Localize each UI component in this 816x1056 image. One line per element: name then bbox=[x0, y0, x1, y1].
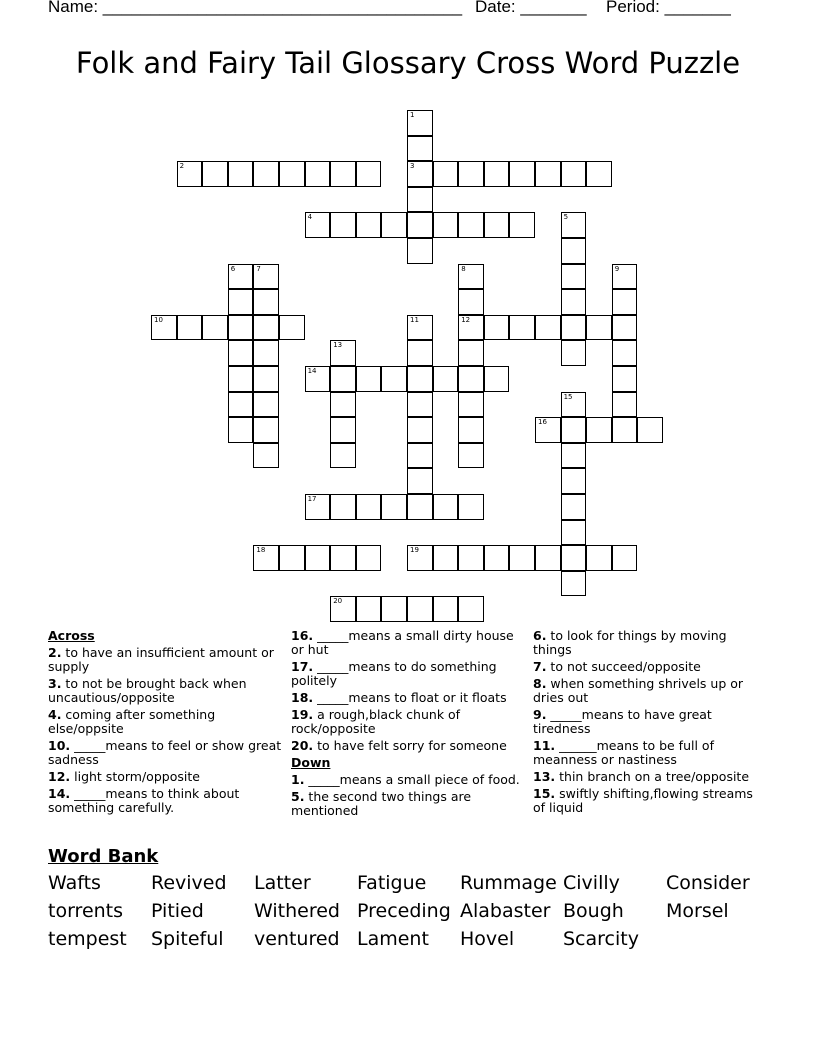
clue-text: _____means to do something politely bbox=[291, 659, 497, 688]
grid-cell[interactable] bbox=[561, 238, 587, 264]
clue-text: _____means to feel or show great sadness bbox=[48, 738, 282, 767]
grid-cell[interactable] bbox=[612, 545, 638, 571]
grid-cell[interactable] bbox=[305, 366, 331, 392]
word-bank-word: Bough bbox=[563, 900, 624, 922]
grid-cell[interactable] bbox=[305, 545, 331, 571]
grid-cell[interactable] bbox=[407, 596, 433, 622]
clue bbox=[291, 629, 526, 657]
grid-cell[interactable] bbox=[612, 417, 638, 443]
grid-cell[interactable] bbox=[228, 264, 254, 290]
grid-cell[interactable] bbox=[509, 212, 535, 238]
grid-cell[interactable] bbox=[586, 161, 612, 187]
clue-text: _____means to think about something carefully. bbox=[48, 786, 240, 815]
clue-number: 18 bbox=[256, 546, 266, 555]
grid-cell[interactable] bbox=[458, 596, 484, 622]
grid-cell[interactable] bbox=[433, 494, 459, 520]
clue-section-heading: Down bbox=[291, 755, 331, 770]
clue-number: 4 bbox=[307, 213, 313, 222]
clue-number: 14. bbox=[48, 786, 71, 801]
grid-cell[interactable] bbox=[407, 136, 433, 162]
grid-cell[interactable] bbox=[228, 315, 254, 341]
grid-cell[interactable] bbox=[407, 110, 433, 136]
grid-cell[interactable] bbox=[561, 340, 587, 366]
clue-number: 16 bbox=[538, 418, 547, 427]
clue-text: _____means to have great tiredness bbox=[533, 707, 712, 736]
clue-number: 6. bbox=[533, 628, 547, 643]
clue-number: 9 bbox=[614, 264, 620, 273]
grid-cell[interactable] bbox=[458, 264, 484, 290]
grid-cell[interactable] bbox=[407, 366, 433, 392]
clue bbox=[533, 660, 768, 674]
grid-cell[interactable] bbox=[407, 238, 433, 264]
clue-number: 18. bbox=[291, 690, 314, 705]
word-bank-word: Alabaster bbox=[460, 900, 551, 922]
clue bbox=[533, 629, 768, 657]
grid-cell[interactable] bbox=[330, 545, 356, 571]
grid-cell[interactable] bbox=[561, 468, 587, 494]
clue-number: 17 bbox=[307, 495, 317, 503]
grid-cell[interactable] bbox=[561, 315, 587, 341]
grid-cell[interactable] bbox=[458, 545, 484, 571]
grid-cell[interactable] bbox=[561, 571, 587, 597]
word-bank-word: Revived bbox=[151, 872, 227, 894]
clue-number: 1 bbox=[410, 111, 415, 119]
page-title: Folk and Fairy Tail Glossary Cross Word Puzzle bbox=[75, 46, 741, 80]
clue-number: 11. bbox=[533, 738, 556, 753]
clue-number: 5. bbox=[291, 789, 305, 804]
grid-cell[interactable] bbox=[586, 545, 612, 571]
grid-cell[interactable] bbox=[407, 161, 433, 187]
grid-cell[interactable] bbox=[202, 161, 228, 187]
grid-cell[interactable] bbox=[535, 545, 561, 571]
word-bank-word: Wafts bbox=[48, 872, 101, 894]
grid-cell[interactable] bbox=[330, 392, 356, 418]
grid-cell[interactable] bbox=[151, 315, 177, 341]
clue bbox=[533, 770, 768, 784]
clue bbox=[533, 708, 768, 736]
grid-cell[interactable] bbox=[330, 417, 356, 443]
word-bank-word: Consider bbox=[666, 872, 750, 894]
clue bbox=[48, 770, 283, 784]
grid-cell[interactable] bbox=[458, 340, 484, 366]
grid-cell[interactable] bbox=[433, 545, 459, 571]
clue-number: 11 bbox=[410, 315, 419, 324]
word-bank bbox=[48, 872, 778, 956]
clue-text: to not be brought back when uncautious/opposite bbox=[48, 676, 247, 705]
grid-cell[interactable] bbox=[305, 161, 331, 187]
clue bbox=[291, 790, 526, 818]
grid-cell[interactable] bbox=[612, 315, 638, 341]
grid-cell[interactable] bbox=[458, 494, 484, 520]
grid-cell[interactable] bbox=[330, 161, 356, 187]
clue-number: 15 bbox=[563, 392, 573, 401]
grid-cell[interactable] bbox=[535, 417, 561, 443]
clue-number: 16. bbox=[291, 628, 314, 643]
name-field[interactable]: Name: ______________________________________ bbox=[48, 0, 463, 16]
clues-column-2 bbox=[291, 629, 526, 821]
clue bbox=[291, 739, 526, 753]
grid-cell[interactable] bbox=[407, 340, 433, 366]
grid-cell[interactable] bbox=[509, 545, 535, 571]
grid-cell[interactable] bbox=[612, 264, 638, 290]
grid-cell[interactable] bbox=[253, 392, 279, 418]
clue-text: _____means to float or it floats bbox=[313, 690, 507, 705]
grid-cell[interactable] bbox=[561, 264, 587, 290]
grid-cell[interactable] bbox=[330, 494, 356, 520]
clue-number: 15. bbox=[533, 786, 556, 801]
clue bbox=[291, 691, 526, 705]
grid-cell[interactable] bbox=[484, 161, 510, 187]
clue-number: 12. bbox=[48, 769, 71, 784]
grid-cell[interactable] bbox=[177, 315, 203, 341]
clue bbox=[291, 708, 526, 736]
clue-number: 13 bbox=[333, 341, 343, 350]
grid-cell[interactable] bbox=[561, 545, 587, 571]
clue bbox=[48, 739, 283, 767]
grid-cell[interactable] bbox=[561, 289, 587, 315]
grid-cell[interactable] bbox=[253, 340, 279, 366]
grid-cell[interactable] bbox=[330, 366, 356, 392]
clue-number: 7. bbox=[533, 659, 547, 674]
grid-cell[interactable] bbox=[407, 545, 433, 571]
clue bbox=[48, 677, 283, 705]
grid-cell[interactable] bbox=[407, 315, 433, 341]
grid-cell[interactable] bbox=[356, 596, 382, 622]
grid-cell[interactable] bbox=[356, 161, 382, 187]
word-bank-word: Pitied bbox=[151, 900, 204, 922]
clue bbox=[533, 787, 768, 815]
word-bank-word: Scarcity bbox=[563, 928, 639, 950]
grid-cell[interactable] bbox=[561, 161, 587, 187]
grid-cell[interactable] bbox=[407, 443, 433, 469]
grid-cell[interactable] bbox=[253, 264, 279, 290]
clue-text: _____means a small piece of food. bbox=[304, 772, 520, 787]
clue bbox=[48, 787, 283, 815]
grid-cell[interactable] bbox=[561, 417, 587, 443]
grid-cell[interactable] bbox=[407, 494, 433, 520]
grid-cell[interactable] bbox=[279, 315, 305, 341]
grid-cell[interactable] bbox=[612, 366, 638, 392]
grid-cell[interactable] bbox=[484, 212, 510, 238]
clue-number: 20 bbox=[333, 597, 343, 606]
grid-cell[interactable] bbox=[381, 212, 407, 238]
clue bbox=[533, 739, 768, 767]
grid-cell[interactable] bbox=[561, 443, 587, 469]
grid-cell[interactable] bbox=[407, 392, 433, 418]
grid-cell[interactable] bbox=[407, 417, 433, 443]
clue-text: thin branch on a tree/opposite bbox=[555, 769, 750, 784]
grid-cell[interactable] bbox=[253, 417, 279, 443]
grid-cell[interactable] bbox=[458, 443, 484, 469]
grid-cell[interactable] bbox=[484, 315, 510, 341]
grid-cell[interactable] bbox=[330, 443, 356, 469]
clues-column-1 bbox=[48, 629, 283, 818]
word-bank-word: Withered bbox=[254, 900, 340, 922]
grid-cell[interactable] bbox=[458, 392, 484, 418]
clue bbox=[48, 646, 283, 674]
grid-cell[interactable] bbox=[253, 443, 279, 469]
grid-cell[interactable] bbox=[561, 212, 587, 238]
clue-number: 20. bbox=[291, 738, 314, 753]
grid-cell[interactable] bbox=[279, 545, 305, 571]
grid-cell[interactable] bbox=[535, 315, 561, 341]
clue-number: 10. bbox=[48, 738, 71, 753]
clue-number: 7 bbox=[256, 264, 261, 273]
clue bbox=[291, 773, 526, 787]
grid-cell[interactable] bbox=[356, 212, 382, 238]
clue bbox=[48, 708, 283, 736]
grid-cell[interactable] bbox=[305, 494, 331, 520]
grid-cell[interactable] bbox=[177, 161, 203, 187]
word-bank-word: Fatigue bbox=[357, 872, 427, 894]
grid-cell[interactable] bbox=[228, 417, 254, 443]
grid-cell[interactable] bbox=[586, 417, 612, 443]
clue-text: _____means a small dirty house or hut bbox=[291, 628, 514, 657]
grid-cell[interactable] bbox=[458, 161, 484, 187]
grid-cell[interactable] bbox=[561, 494, 587, 520]
word-bank-row bbox=[48, 872, 778, 900]
grid-cell[interactable] bbox=[458, 289, 484, 315]
grid-cell[interactable] bbox=[253, 289, 279, 315]
grid-cell[interactable] bbox=[458, 366, 484, 392]
grid-cell[interactable] bbox=[305, 212, 331, 238]
clue-number: 4. bbox=[48, 707, 62, 722]
grid-cell[interactable] bbox=[253, 315, 279, 341]
grid-cell[interactable] bbox=[586, 315, 612, 341]
clue-number: 6 bbox=[230, 264, 236, 273]
word-bank-word: Rummage bbox=[460, 872, 557, 894]
clue-number: 19. bbox=[291, 707, 314, 722]
grid-cell[interactable] bbox=[356, 545, 382, 571]
word-bank-row bbox=[48, 900, 778, 928]
grid-cell[interactable] bbox=[356, 494, 382, 520]
grid-cell[interactable] bbox=[407, 468, 433, 494]
word-bank-word: Spiteful bbox=[151, 928, 224, 950]
grid-cell[interactable] bbox=[433, 366, 459, 392]
grid-cell[interactable] bbox=[407, 187, 433, 213]
clue-text: when something shrivels up or dries out bbox=[533, 676, 744, 705]
clue-number: 8. bbox=[533, 676, 547, 691]
word-bank-row bbox=[48, 928, 778, 956]
grid-cell[interactable] bbox=[509, 315, 535, 341]
grid-cell[interactable] bbox=[202, 315, 228, 341]
clue-number: 13. bbox=[533, 769, 556, 784]
clue-number: 12 bbox=[461, 315, 471, 324]
clue-number: 14 bbox=[307, 367, 317, 375]
grid-cell[interactable] bbox=[253, 161, 279, 187]
word-bank-word: Morsel bbox=[666, 900, 729, 922]
clue-text: ______means to be full of meanness or nastiness bbox=[533, 738, 714, 767]
clue-number: 19 bbox=[410, 546, 419, 555]
grid-cell[interactable] bbox=[484, 545, 510, 571]
grid-cell[interactable] bbox=[356, 366, 382, 392]
grid-cell[interactable] bbox=[433, 161, 459, 187]
clue-text: coming after something else/oppsite bbox=[48, 707, 216, 736]
grid-cell[interactable] bbox=[253, 366, 279, 392]
clue-number: 5 bbox=[563, 213, 569, 222]
grid-cell[interactable] bbox=[330, 340, 356, 366]
grid-cell[interactable] bbox=[228, 392, 254, 418]
grid-cell[interactable] bbox=[381, 596, 407, 622]
clue-number: 3 bbox=[410, 162, 415, 171]
grid-cell[interactable] bbox=[433, 212, 459, 238]
grid-cell[interactable] bbox=[381, 366, 407, 392]
grid-cell[interactable] bbox=[228, 340, 254, 366]
clue-text: a rough,black chunk of rock/opposite bbox=[291, 707, 461, 736]
grid-cell[interactable] bbox=[228, 161, 254, 187]
clue-text: the second two things are mentioned bbox=[291, 789, 472, 818]
clue-text: to have an insufficient amount or supply bbox=[48, 645, 274, 674]
grid-cell[interactable] bbox=[637, 417, 663, 443]
clue-number: 9. bbox=[533, 707, 547, 722]
grid-cell[interactable] bbox=[535, 161, 561, 187]
grid-cell[interactable] bbox=[458, 315, 484, 341]
grid-cell[interactable] bbox=[612, 289, 638, 315]
word-bank-title: Word Bank bbox=[48, 846, 159, 867]
grid-cell[interactable] bbox=[433, 596, 459, 622]
grid-cell[interactable] bbox=[228, 366, 254, 392]
grid-cell[interactable] bbox=[458, 417, 484, 443]
clue-text: light storm/opposite bbox=[70, 769, 200, 784]
grid-cell[interactable] bbox=[458, 212, 484, 238]
clue-section-heading: Across bbox=[48, 628, 95, 643]
grid-cell[interactable] bbox=[253, 545, 279, 571]
clue-number: 8 bbox=[461, 264, 466, 273]
clue-number: 17. bbox=[291, 659, 314, 674]
grid-cell[interactable] bbox=[381, 494, 407, 520]
date-field[interactable]: Date: _______ bbox=[475, 0, 587, 16]
grid-cell[interactable] bbox=[612, 340, 638, 366]
clues-column-3 bbox=[533, 629, 768, 818]
grid-cell[interactable] bbox=[484, 366, 510, 392]
clue bbox=[533, 677, 768, 705]
clue-text: to not succeed/opposite bbox=[546, 659, 701, 674]
grid-cell[interactable] bbox=[407, 212, 433, 238]
word-bank-word: Civilly bbox=[563, 872, 620, 894]
word-bank-word: tempest bbox=[48, 928, 127, 950]
grid-cell[interactable] bbox=[279, 161, 305, 187]
grid-cell[interactable] bbox=[228, 289, 254, 315]
grid-cell[interactable] bbox=[612, 392, 638, 418]
clue-number: 1. bbox=[291, 772, 305, 787]
word-bank-word: Latter bbox=[254, 872, 311, 894]
clue-text: swiftly shifting,flowing streams of liquid bbox=[533, 786, 753, 815]
grid-cell[interactable] bbox=[330, 596, 356, 622]
clue bbox=[291, 660, 526, 688]
clue-text: to look for things by moving things bbox=[533, 628, 727, 657]
clue-number: 10 bbox=[154, 315, 163, 324]
word-bank-word: Lament bbox=[357, 928, 429, 950]
clue-number: 2 bbox=[179, 162, 185, 171]
clue-number: 3. bbox=[48, 676, 62, 691]
clue-number: 2. bbox=[48, 645, 62, 660]
grid-cell[interactable] bbox=[330, 212, 356, 238]
grid-cell[interactable] bbox=[561, 520, 587, 546]
period-field[interactable]: Period: _______ bbox=[606, 0, 731, 16]
word-bank-word: Preceding bbox=[357, 900, 451, 922]
clue-text: to have felt sorry for someone bbox=[313, 738, 507, 753]
word-bank-word: Hovel bbox=[460, 928, 515, 950]
word-bank-word: ventured bbox=[254, 928, 340, 950]
word-bank-word: torrents bbox=[48, 900, 124, 922]
grid-cell[interactable] bbox=[509, 161, 535, 187]
grid-cell[interactable] bbox=[561, 392, 587, 418]
